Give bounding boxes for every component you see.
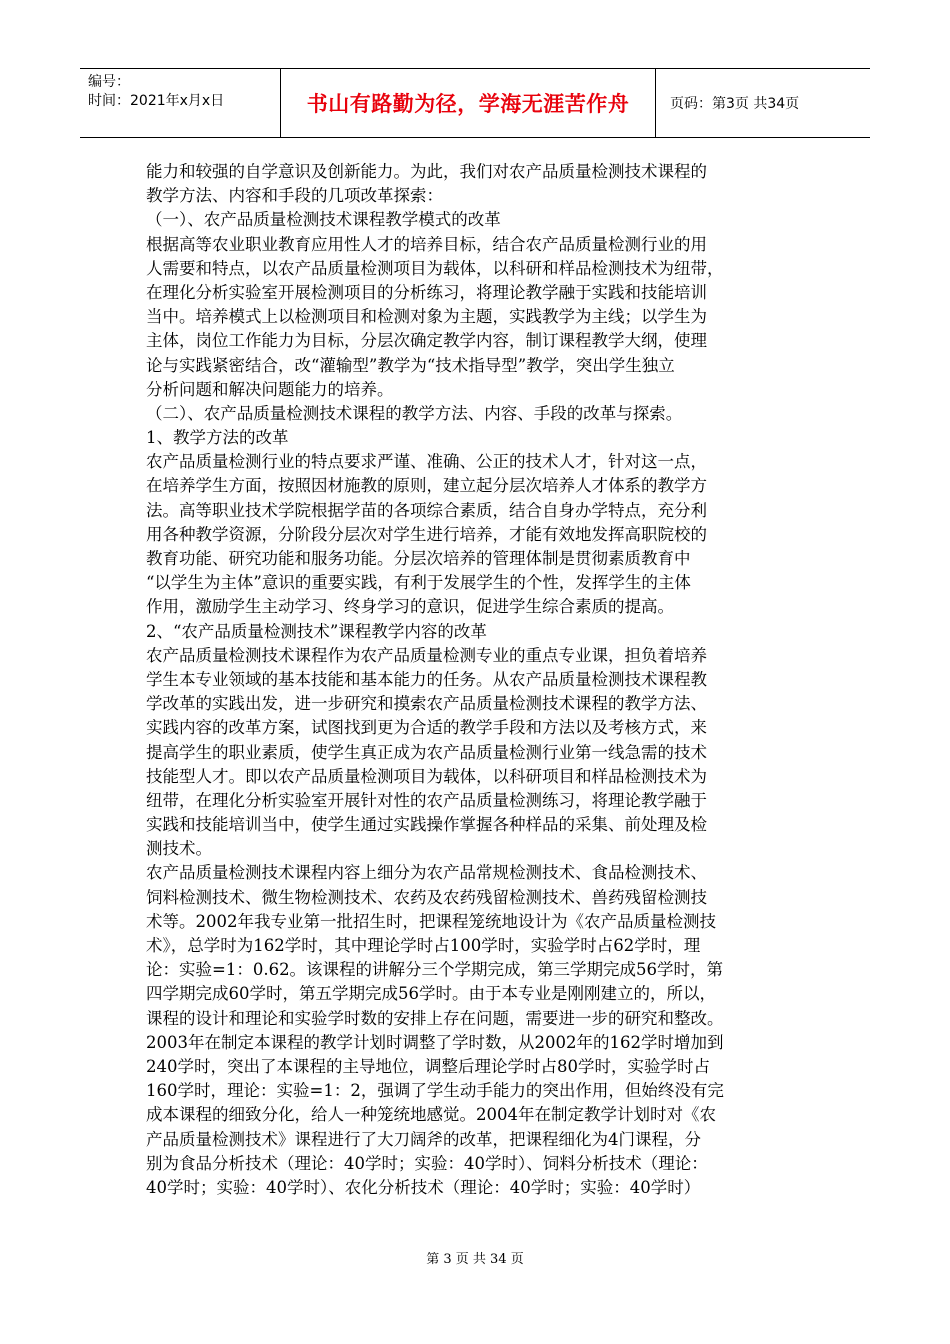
body-line: 测技术。 <box>146 839 212 859</box>
body-line: 纽带，在理化分析实验室开展针对性的农产品质量检测练习，将理论教学融于 <box>146 790 707 810</box>
body-line: （二）、农产品质量检测技术课程的教学方法、内容、手段的改革与探索。 <box>146 403 683 423</box>
document-time-label: 时间：2021年x月x日 <box>88 93 225 109</box>
body-line: 提高学生的职业素质，使学生真正成为农产品质量检测行业第一线急需的技术 <box>146 742 707 762</box>
body-line: 农产品质量检测行业的特点要求严谨、准确、公正的技术人才，针对这一点， <box>146 452 707 472</box>
body-line: 40学时；实验：40学时）、农化分析技术（理论：40学时；实验：40学时） <box>146 1177 701 1197</box>
body-line: 能力和较强的自学意识及创新能力。为此，我们对农产品质量检测技术课程的 <box>146 162 707 181</box>
body-line: 法。高等职业技术学院根据学苗的各项综合素质，结合自身办学特点，充分利 <box>146 500 707 520</box>
body-line: “以学生为主体”意识的重要实践，有利于发展学生的个性，发挥学生的主体 <box>146 573 691 593</box>
header-motto-cell <box>280 69 656 137</box>
body-line: 术》，总学时为162学时，其中理论学时占100学时，实验学时占62学时，理 <box>146 936 701 955</box>
header-page-info-cell <box>656 69 870 137</box>
header-page-info: 页码：第3页 共34页 <box>670 96 800 112</box>
body-line: 作用，激励学生主动学习、终身学习的意识，促进学生综合素质的提高。 <box>146 597 674 617</box>
body-line: 当中。培养模式上以检测项目和检测对象为主题，实践教学为主线；以学生为 <box>146 307 707 327</box>
body-line: （一）、农产品质量检测技术课程教学模式的改革 <box>146 210 501 230</box>
body-line: 1、教学方法的改革 <box>146 428 289 448</box>
body-line: 学改革的实践出发，进一步研究和摸索农产品质量检测技术课程的教学方法、 <box>146 694 707 714</box>
body-line: 论与实践紧密结合，改“灌输型”教学为“技术指导型”教学，突出学生独立 <box>146 355 675 375</box>
body-line: 四学期完成60学时，第五学期完成56学时。由于本专业是刚刚建立的，所以， <box>146 984 716 1004</box>
body-line: 2003年在制定本课程的教学计划时调整了学时数，从2002年的162学时增加到 <box>146 1032 724 1052</box>
body-line: 实践内容的改革方案，试图找到更为合适的教学手段和方法以及考核方式，来 <box>146 718 707 738</box>
document-number-label: 编号： <box>88 74 130 90</box>
page-header <box>80 68 870 138</box>
body-line: 人需要和特点，以农产品质量检测项目为载体，以科研和样品检测技术为纽带， <box>146 258 724 278</box>
body-line: 根据高等农业职业教育应用性人才的培养目标，结合农产品质量检测行业的用 <box>146 234 707 254</box>
document-body <box>146 160 806 1200</box>
body-line: 论：实验=1：0.62。该课程的讲解分三个学期完成，第三学期完成56学时，第 <box>146 960 724 980</box>
body-line: 160学时，理论：实验=1：2，强调了学生动手能力的突出作用，但始终没有完 <box>146 1081 724 1101</box>
body-line: 2、“农产品质量检测技术”课程教学内容的改革 <box>146 621 487 641</box>
body-line: 学生本专业领域的基本技能和基本能力的任务。从农产品质量检测技术课程教 <box>146 669 707 689</box>
page-footer <box>0 1248 950 1267</box>
body-line: 术等。2002年我专业第一批招生时，把课程笼统地设计为《农产品质量检测技 <box>146 911 716 931</box>
body-line: 课程的设计和理论和实验学时数的安排上存在问题，需要进一步的研究和整改。 <box>146 1008 724 1028</box>
body-line: 别为食品分析技术（理论：40学时；实验：40学时）、饲料分析技术（理论： <box>146 1153 708 1173</box>
header-meta <box>80 69 280 137</box>
body-line: 产品质量检测技术》课程进行了大刀阔斧的改革，把课程细化为4门课程，分 <box>146 1129 701 1149</box>
body-line: 技能型人才。即以农产品质量检测项目为载体，以科研项目和样品检测技术为 <box>146 766 707 786</box>
body-line: 成本课程的细致分化，给人一种笼统地感觉。2004年在制定教学计划时对《农 <box>146 1105 716 1125</box>
body-line: 在理化分析实验室开展检测项目的分析练习，将理论教学融于实践和技能培训 <box>146 282 707 302</box>
body-line: 在培养学生方面，按照因材施教的原则，建立起分层次培养人才体系的教学方 <box>146 476 707 496</box>
body-line: 教育功能、研究功能和服务功能。分层次培养的管理体制是贯彻素质教育中 <box>146 549 691 568</box>
body-line: 农产品质量检测技术课程作为农产品质量检测专业的重点专业课，担负着培养 <box>146 645 707 665</box>
body-line: 分析问题和解决问题能力的培养。 <box>146 379 394 399</box>
body-line: 用各种教学资源，分阶段分层次对学生进行培养，才能有效地发挥高职院校的 <box>146 524 707 544</box>
footer-page-number: 第 3 页 共 34 页 <box>426 1252 524 1267</box>
body-line: 实践和技能培训当中，使学生通过实践操作掌握各种样品的采集、前处理及检 <box>146 815 707 835</box>
body-line: 教学方法、内容和手段的几项改革探索： <box>146 186 443 206</box>
body-line: 240学时，突出了本课程的主导地位，调整后理论学时占80学时，实验学时占 <box>146 1056 710 1076</box>
body-line: 农产品质量检测技术课程内容上细分为农产品常规检测技术、食品检测技术、 <box>146 863 707 883</box>
header-motto: 书山有路勤为径，学海无涯苦作舟 <box>306 92 630 116</box>
body-line: 主体，岗位工作能力为目标，分层次确定教学内容，制订课程教学大纲，使理 <box>146 331 707 351</box>
body-line: 饲料检测技术、微生物检测技术、农药及农药残留检测技术、兽药残留检测技 <box>146 887 707 907</box>
